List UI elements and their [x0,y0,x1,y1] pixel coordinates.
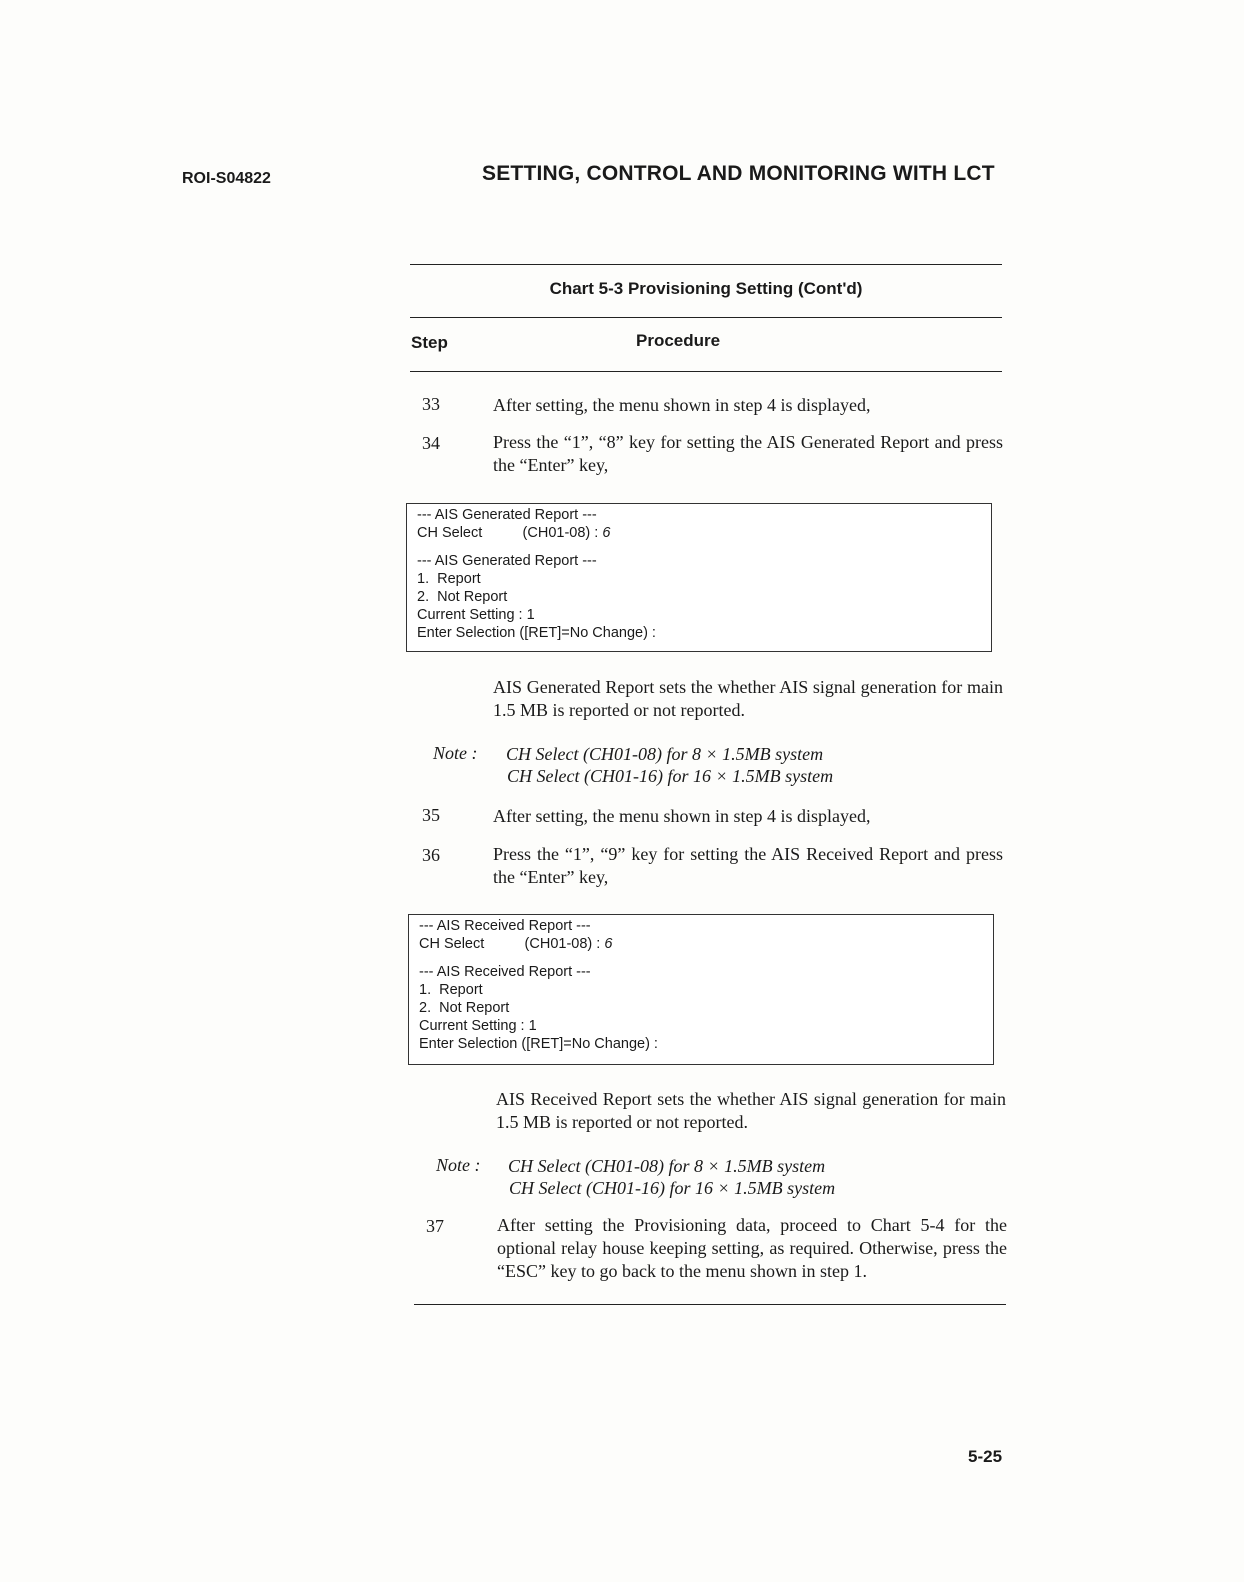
ch-select-value: 6 [602,525,611,541]
description-ais-generated: AIS Generated Report sets the whether AIS signal generation for main 1.5 MB is reported or not reported. [493,677,1003,720]
step-number-36: 36 [422,845,440,865]
ch-select-label: CH Select (CH01-08) : [417,525,603,541]
menu-option-report: 1. Report [419,982,483,998]
table-bottom-rule [414,1304,1006,1305]
note-line: CH Select (CH01-16) for 16 × 1.5MB system [509,1178,836,1198]
screen-line: --- AIS Generated Report --- [417,553,597,569]
note-line: CH Select (CH01-08) for 8 × 1.5MB system [506,744,824,764]
step-text-36: Press the “1”, “9” key for setting the AIS Received Report and press the “Enter” key, [493,844,1003,887]
header-rule [410,371,1002,372]
step-text-35: After setting, the menu shown in step 4 is displayed, [493,806,871,826]
column-header-procedure: Procedure [636,331,721,350]
screen-line [417,524,981,542]
note-body [508,1155,835,1199]
screen-line: --- AIS Generated Report --- [417,507,597,523]
terminal-screen-ais-received [408,914,994,1065]
enter-selection-prompt: Enter Selection ([RET]=No Change) : [417,625,656,641]
screen-line [419,935,983,953]
step-number-35: 35 [422,805,440,825]
step-number-37: 37 [426,1216,444,1236]
document-code: ROI-S04822 [182,170,271,187]
current-setting: Current Setting : 1 [419,1018,537,1034]
step-text-34: Press the “1”, “8” key for setting the AIS Generated Report and press the “Enter” key, [493,432,1003,475]
menu-option-not-report: 2. Not Report [417,589,508,605]
note-line: CH Select (CH01-16) for 16 × 1.5MB system [507,766,834,786]
menu-option-report: 1. Report [417,571,481,587]
chart-title: Chart 5-3 Provisioning Setting (Cont'd) [549,279,863,298]
ch-select-value: 6 [604,936,613,952]
page-title: SETTING, CONTROL AND MONITORING WITH LCT [482,162,995,185]
terminal-screen-ais-generated [406,503,992,652]
menu-option-not-report: 2. Not Report [419,1000,510,1016]
note-line: CH Select (CH01-08) for 8 × 1.5MB system [508,1156,826,1176]
note-body [506,743,833,787]
table-top-rule [410,264,1002,265]
current-setting: Current Setting : 1 [417,607,535,623]
note-label: Note : [433,743,478,763]
enter-selection-prompt: Enter Selection ([RET]=No Change) : [419,1036,658,1052]
step-number-34: 34 [422,433,440,453]
screen-line: --- AIS Received Report --- [419,964,591,980]
step-number-33: 33 [422,394,440,414]
screen-line: --- AIS Received Report --- [419,918,591,934]
step-text-37: After setting the Provisioning data, proceed to Chart 5-4 for the optional relay house keeping setting, as required. Otherwise, press the “ESC” key to go back to the menu shown in step 1. [497,1215,1007,1281]
title-rule [410,317,1002,318]
step-text-33: After setting, the menu shown in step 4 is displayed, [493,395,871,415]
ch-select-label: CH Select (CH01-08) : [419,936,605,952]
note-label: Note : [436,1155,481,1175]
description-ais-received: AIS Received Report sets the whether AIS signal generation for main 1.5 MB is reported or not reported. [496,1089,1006,1132]
page-number: 5-25 [968,1447,1003,1466]
column-header-step: Step [411,333,448,352]
